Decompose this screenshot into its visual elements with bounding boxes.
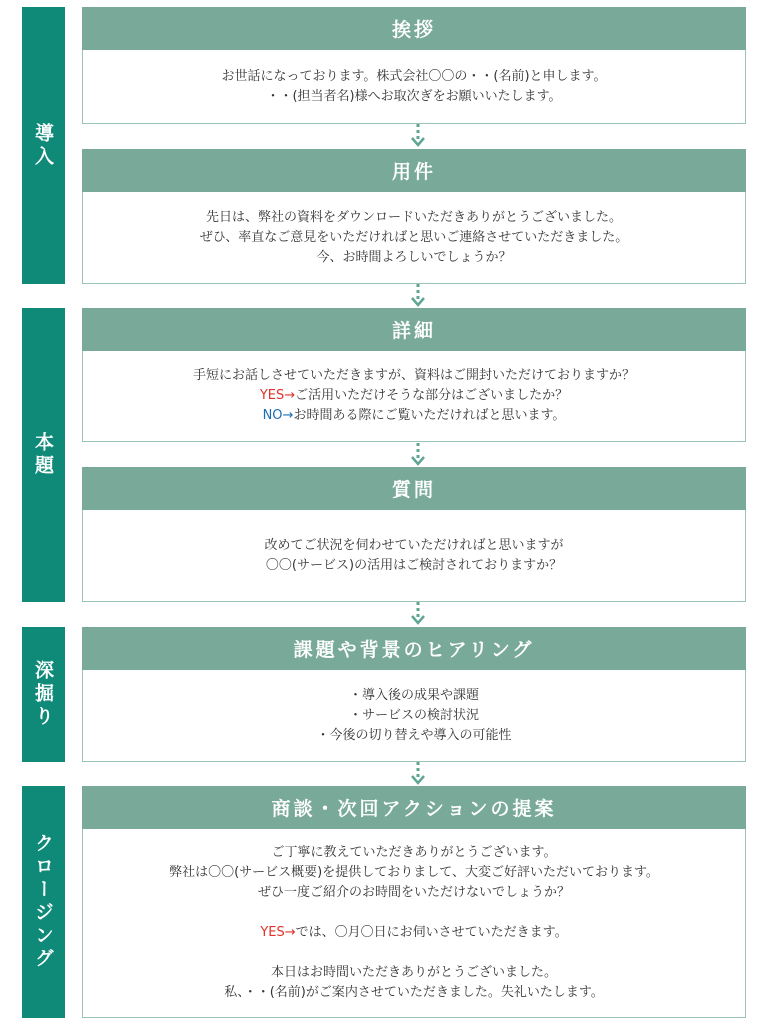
section-purpose [82, 149, 746, 284]
side-label-closing [22, 786, 65, 1018]
section-body [82, 351, 746, 442]
section-line [316, 248, 511, 268]
line-text: ぜひ、率直なご意見をいただければと思いご連絡させていただきました。 [199, 229, 629, 245]
section-title: 商談・次回アクションの提案 [82, 786, 746, 829]
section-details [82, 308, 746, 442]
flow-arrow-icon [411, 443, 425, 467]
section-body [82, 192, 746, 284]
line-text: 先日は、弊社の資料をダウンロードいただきありがとうございました。 [205, 209, 622, 225]
section-line [221, 67, 606, 87]
line-text: 本日はお時間いただきありがとうございました。 [270, 965, 557, 980]
answer-prefix: YES→ [259, 388, 296, 403]
line-text: 〇〇(サービス)の活用はご検討されておりますか？ [265, 557, 563, 573]
side-label-text: クロージング [32, 833, 54, 971]
flow-arrow-icon [411, 284, 425, 308]
line-text: ・今後の切り替えや導入の可能性 [316, 727, 512, 743]
section-line [169, 863, 659, 883]
section-line [224, 983, 604, 1003]
section-line [316, 726, 511, 746]
section-proposal [82, 786, 746, 1018]
side-label-text: 深掘り [32, 660, 54, 729]
section-greeting [82, 7, 746, 124]
section-line [260, 386, 568, 406]
section-body [82, 670, 746, 762]
section-title: 詳細 [82, 308, 746, 351]
section-line [271, 963, 557, 983]
line-text: ご活用いただけそうな部分はございましたか？ [295, 388, 569, 403]
section-line [200, 228, 628, 248]
section-title: 課題や背景のヒアリング [82, 627, 746, 670]
flow-arrow-icon [411, 124, 425, 148]
line-text: ぜひ一度ご紹介のお時間をいただけないでしょうか？ [257, 885, 570, 900]
side-label-text: 本題 [32, 432, 54, 478]
side-label-deepdive [22, 627, 65, 762]
answer-prefix: NO→ [262, 408, 294, 423]
section-line [272, 843, 557, 863]
section-body [82, 50, 746, 124]
line-text: 弊社は〇〇(サービス概要)を提供しておりまして、大変ご好評いただいております。 [169, 865, 659, 880]
line-text: ・サービスの検討状況 [348, 707, 479, 723]
line-text: お時間ある際にご覧いただければと思います。 [293, 408, 566, 423]
section-body [82, 829, 746, 1018]
flow-arrow-icon [411, 602, 425, 626]
line-text [412, 945, 416, 960]
section-line [266, 556, 562, 576]
section-title: 用件 [82, 149, 746, 192]
section-line [260, 923, 567, 943]
section-line [193, 366, 635, 386]
section-body [82, 510, 746, 602]
section-question [82, 467, 746, 602]
section-line [264, 536, 563, 556]
line-text: 改めてご状況を伺わせていただければと思いますが [264, 537, 564, 553]
line-text: 手短にお話しさせていただきますが、資料はご開封いただけておりますか？ [192, 368, 635, 383]
section-title: 挨拶 [82, 7, 746, 50]
section-hearing [82, 627, 746, 762]
side-label-intro [22, 7, 65, 284]
line-text: 今、お時間よろしいでしょうか？ [316, 249, 512, 265]
section-line [412, 943, 416, 963]
section-line [349, 686, 479, 706]
line-text: ・・(担当者名)様へお取次ぎをお願いいたします。 [266, 88, 562, 104]
side-label-text: 導入 [32, 122, 54, 169]
answer-prefix: YES→ [260, 925, 296, 940]
section-line [258, 883, 570, 903]
line-text: お世話になっております。株式会社〇〇の・・(名前)と申します。 [221, 68, 607, 84]
line-text: ご丁寧に教えていただきありがとうございます。 [271, 845, 557, 860]
line-text: では、〇月〇日にお伺いさせていただきます。 [295, 925, 568, 940]
side-label-main [22, 308, 65, 602]
section-line [412, 903, 416, 923]
line-text [412, 905, 416, 920]
section-line [206, 208, 622, 228]
section-line [349, 706, 479, 726]
line-text: 私、・・(名前)がご案内させていただきました。失礼いたします。 [224, 985, 604, 1000]
line-text: ・導入後の成果や課題 [348, 687, 479, 703]
section-title: 質問 [82, 467, 746, 510]
section-line [263, 406, 566, 426]
section-line [266, 87, 561, 107]
flow-arrow-icon [411, 762, 425, 786]
